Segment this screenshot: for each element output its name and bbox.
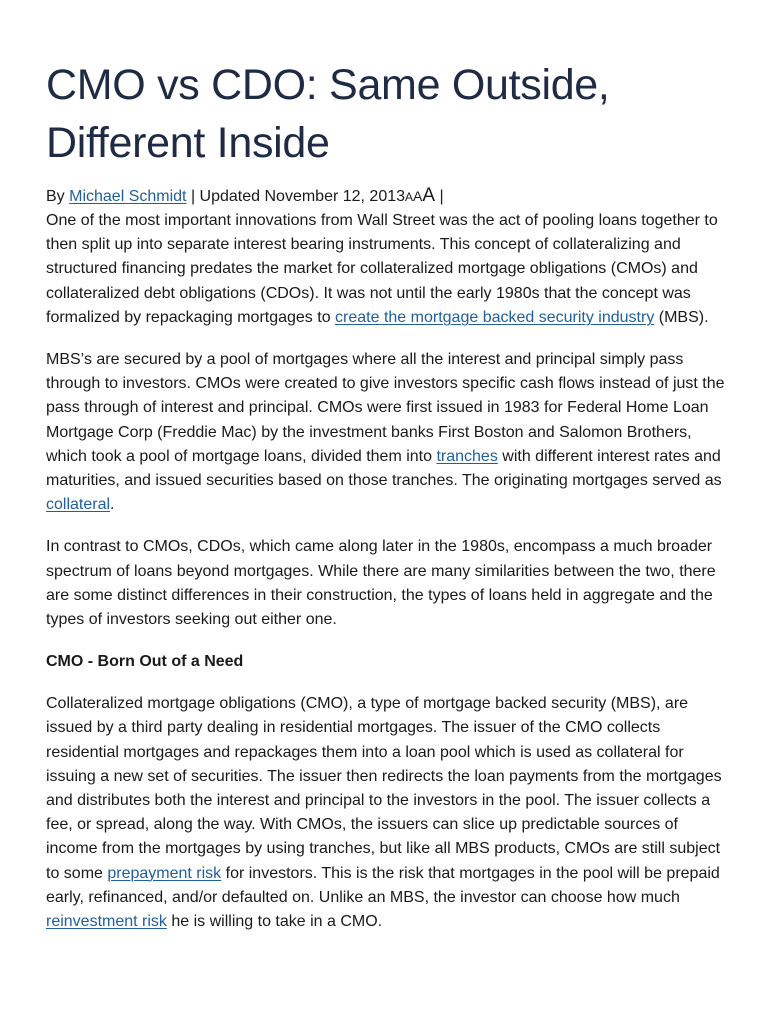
- paragraph-mbs-text: MBS’s are secured by a pool of mortgages where all the interest and principal simply pass through to investors. CMOs were created to give investors specific cash flows instead of just the pass through of interest and principal. CMOs were first issued in 1983 for Federal Home Loan Mortgage Corp (Freddie Mac) by the investment banks First Boston and Salomon Brothers, which took a pool of mortgage loans, divided them into: [46, 351, 725, 465]
- section-heading: CMO - Born Out of a Need: [46, 653, 244, 671]
- paragraph-cmo-text: Collateralized mortgage obligations (CMO), a type of mortgage backed security (MBS), are issued by a third party dealing in residential mortgages. The issuer of the CMO collects residential mortgages and repackages them into a loan pool which is used as collateral for issuing a new set of securities. The issuer then redirects the loan payments from the mortgages and distributes both the interest and principal to the investors in the pool. The issuer collects a fee, or spread, along the way. With CMOs, the issuers can slice up predictable sources of income from the mortgages by using tranches, but like all MBS products, CMOs are still subject to some: [46, 695, 722, 882]
- font-size-controls: [405, 185, 436, 206]
- paragraph-mbs-middle: with different interest rates and maturities, and issued securities based on those tranches. The originating mortgages served as: [46, 447, 722, 490]
- paragraph-mbs-end: .: [110, 496, 115, 514]
- paragraph-mbs: [46, 348, 730, 517]
- byline-updated: | Updated November 12, 2013: [186, 188, 406, 205]
- mbs-industry-link[interactable]: create the mortgage backed security industry: [335, 308, 655, 326]
- byline-by: By: [46, 188, 70, 205]
- paragraph-cmo-end: he is willing to take in a CMO.: [166, 913, 383, 931]
- tranches-link[interactable]: tranches: [436, 447, 498, 465]
- byline: [46, 184, 730, 209]
- author-link[interactable]: Michael Schmidt: [69, 188, 187, 205]
- article-title: CMO vs CDO: Same Outside, Different Inside: [46, 61, 610, 167]
- byline-trailing: |: [435, 188, 444, 205]
- article-body: [46, 209, 730, 934]
- prepayment-risk-link[interactable]: prepayment risk: [107, 864, 222, 882]
- paragraph-contrast: In contrast to CMOs, CDOs, which came along later in the 1980s, encompass a much broader spectrum of loans beyond mortgages. While there are many similarities between the two, there are some distinct differences in their construction, the types of loans held in aggregate and the types of investors seeking out either one.: [46, 538, 716, 629]
- collateral-link[interactable]: collateral: [46, 496, 111, 514]
- paragraph-intro: [46, 209, 730, 330]
- reinvestment-risk-link[interactable]: reinvestment risk: [46, 913, 167, 931]
- paragraph-cmo-middle: for investors. This is the risk that mortgages in the pool will be prepaid early, refinanced, and/or defaulted on. Unlike an MBS, the investor can choose how much: [46, 864, 720, 906]
- paragraph-intro-end: (MBS).: [654, 308, 709, 326]
- paragraph-cmo: [46, 692, 730, 934]
- font-size-medium-button[interactable]: A: [413, 188, 423, 204]
- font-size-large-button[interactable]: A: [422, 185, 436, 206]
- font-size-small-button[interactable]: A: [405, 190, 414, 204]
- paragraph-intro-text: One of the most important innovations from Wall Street was the act of pooling loans together to then split up into separate interest bearing instruments. This concept of collateralizing and structured financing predates the market for collateralized mortgage obligations (CMOs) and collateralized debt obligations (CDOs). It was not until the early 1980s that the concept was formalized by repackaging mortgages to: [46, 212, 718, 326]
